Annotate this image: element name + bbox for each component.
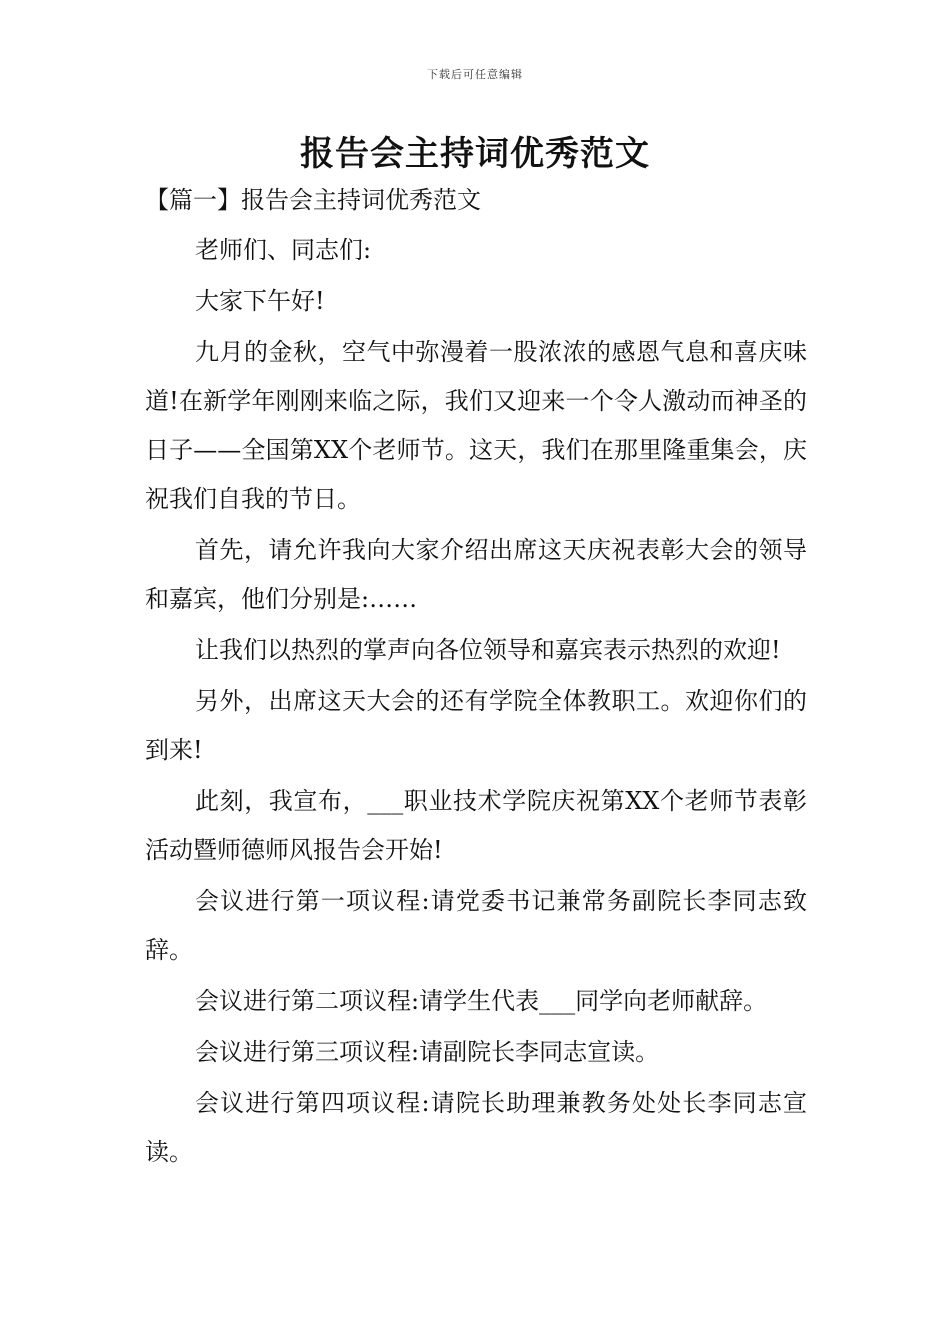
document-title: 报告会主持词优秀范文 — [300, 134, 650, 174]
paragraph-agenda-1: 会议进行第一项议程:请党委书记兼常务副院长李同志致辞。 — [145, 887, 807, 964]
paragraph-announce-start: 此刻，我宣布，___职业技术学院庆祝第XX个老师节表彰活动暨师德师风报告会开始! — [145, 787, 807, 864]
paragraph-welcome-staff: 另外，出席这天大会的还有学院全体教职工。欢迎你们的到来! — [145, 687, 807, 764]
paragraph-opening: 九月的金秋，空气中弥漫着一股浓浓的感恩气息和喜庆味道!在新学年刚刚来临之际，我们又迎来一个令人激动而神圣的日子——全国第XX个老师节。这天，我们在那里隆重集会，庆祝我们自我的节日。 — [145, 338, 807, 513]
paragraph-introduce-guests: 首先，请允许我向大家介绍出席这天庆祝表彰大会的领导和嘉宾，他们分别是:…… — [145, 536, 807, 613]
paragraph-agenda-3: 会议进行第三项议程:请副院长李同志宣读。 — [195, 1038, 660, 1066]
paragraph-greeting-audience: 老师们、同志们: — [195, 236, 372, 264]
document-body — [145, 178, 807, 1179]
paragraph-greeting-afternoon: 大家下午好! — [195, 287, 325, 315]
paragraph-welcome-guests: 让我们以热烈的掌声向各位领导和嘉宾表示热烈的欢迎! — [195, 636, 781, 664]
section-heading: 【篇一】报告会主持词优秀范文 — [145, 186, 481, 214]
paragraph-agenda-4: 会议进行第四项议程:请院长助理兼教务处处长李同志宣读。 — [145, 1089, 807, 1166]
paragraph-agenda-2: 会议进行第二项议程:请学生代表___同学向老师献辞。 — [195, 987, 768, 1015]
page-header-note: 下载后可任意编辑 — [427, 68, 523, 81]
